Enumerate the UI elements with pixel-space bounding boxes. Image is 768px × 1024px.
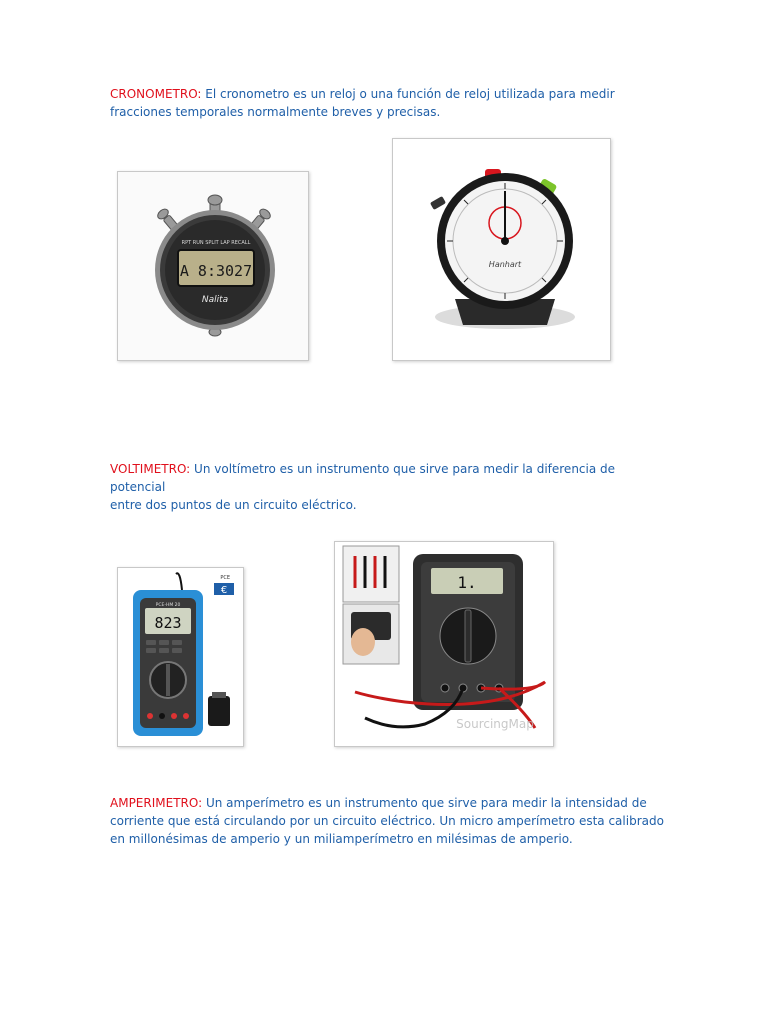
cronometro-paragraph [110,85,670,121]
cronometro-text-line1: El cronometro es un reloj o una función de reloj utilizada para medir [201,87,615,101]
euro-badge: € [220,585,228,596]
handheld-multimeter-image [117,567,244,747]
cronometro-text-line2: fracciones temporales normalmente breves y precisas. [110,105,441,119]
cronometro-term: CRONOMETRO: [110,87,202,101]
amperimetro-paragraph [110,794,670,848]
bench-multimeter-display: 1. [457,573,477,592]
stopwatch-brand: Nalita [201,295,229,305]
analog-stopwatch-image [392,138,611,361]
amperimetro-text-line2: corriente que está circulando por un circuito eléctrico. Un micro amperímetro esta calibrado [110,814,664,828]
voltimetro-text-line1: Un voltímetro es un instrumento que sirve para medir la diferencia de potencial [110,462,616,494]
svg-text:PCE: PCE [220,575,230,581]
multimeter-display: 823 [154,614,182,632]
digital-stopwatch-image [117,171,309,361]
voltimetro-term: VOLTIMETRO: [110,462,191,476]
amperimetro-term: AMPERIMETRO: [110,796,203,810]
sourcingmap-watermark: SourcingMap [456,717,534,731]
bench-multimeter-image [334,541,554,747]
amperimetro-text-line3: en millonésimas de amperio y un miliamperímetro en milésimas de amperio. [110,832,573,846]
voltimetro-text-line2: entre dos puntos de un circuito eléctrico. [110,498,357,512]
analog-stopwatch-brand: Hanhart [488,260,522,269]
voltimetro-paragraph [110,460,670,514]
svg-text:RPT RUN SPLIT LAP RECALL: RPT RUN SPLIT LAP RECALL [181,240,251,246]
amperimetro-text-line1: Un amperímetro es un instrumento que sirve para medir la intensidad de [202,796,647,810]
multimeter-model: PCE-HM 20 [155,603,181,608]
stopwatch-display: A 8:3027 [179,262,253,280]
